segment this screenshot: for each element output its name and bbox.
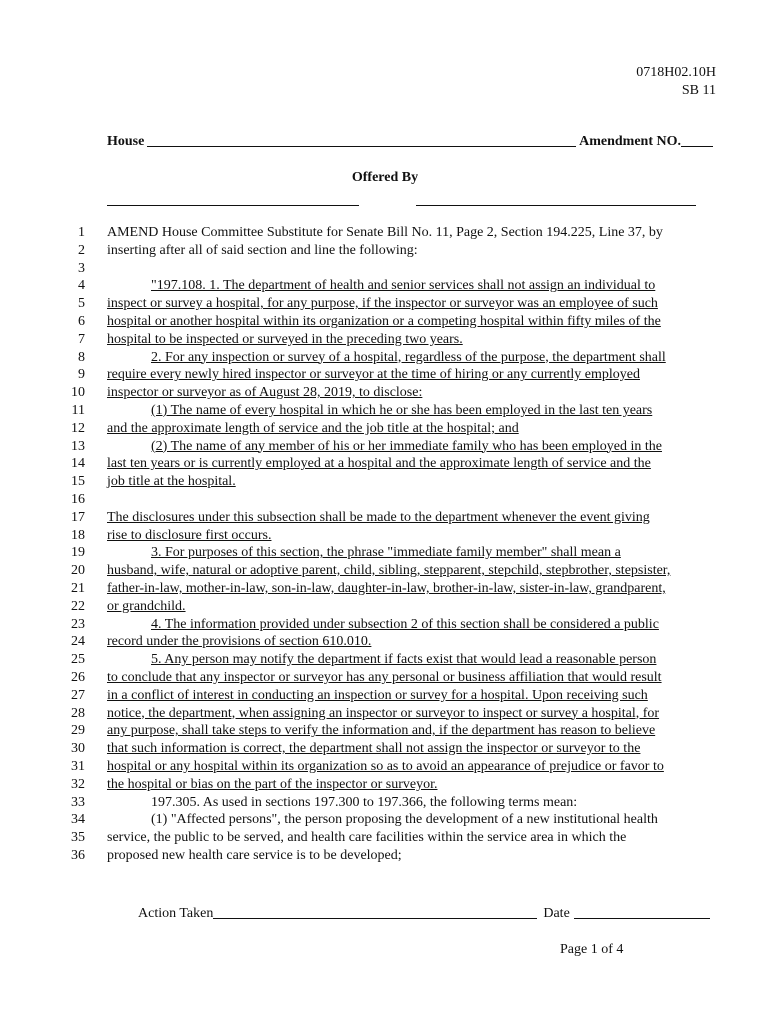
line-text — [107, 544, 761, 562]
text-line — [55, 402, 725, 420]
line-number: 22 — [71, 598, 85, 614]
line-number: 10 — [71, 385, 85, 401]
line-text — [107, 224, 717, 242]
line-number: 34 — [71, 812, 85, 828]
text-line — [55, 491, 725, 509]
line-number: 17 — [71, 509, 85, 525]
line-number: 35 — [71, 830, 85, 846]
line-text-content: (1) "Affected persons", the person proposing the development of a new institutional health — [151, 812, 658, 828]
action-taken-blank — [213, 917, 537, 919]
line-text — [107, 349, 761, 367]
line-text-content: to conclude that any inspector or surveyor has any personal or business affiliation that would result — [107, 669, 662, 685]
line-number: 29 — [71, 723, 85, 739]
line-text — [107, 277, 761, 295]
line-text — [107, 509, 717, 527]
line-text-content: job title at the hospital. — [107, 474, 236, 490]
line-text — [107, 295, 717, 313]
text-line — [55, 740, 725, 758]
line-text — [107, 651, 761, 669]
bill-number: SB 11 — [681, 83, 716, 98]
text-line — [55, 509, 725, 527]
text-line — [55, 455, 725, 473]
line-number: 13 — [71, 438, 85, 454]
line-number: 24 — [71, 634, 85, 650]
line-text-content: in a conflict of interest in conducting an inspection or survey for a hospital. Upon receiving such — [107, 687, 648, 703]
line-text — [107, 829, 717, 847]
document-header — [636, 64, 716, 100]
line-number: 11 — [71, 402, 85, 418]
amendment-number-blank — [681, 145, 713, 147]
line-text-content: 5. Any person may notify the department if facts exist that would lead a reasonable person — [151, 652, 657, 668]
house-amendment-line — [107, 134, 713, 150]
line-text-content: last ten years or is currently employed at a hospital and the approximate length of service and the — [107, 456, 651, 472]
line-text-content: 3. For purposes of this section, the phrase "immediate family member" shall mean a — [151, 545, 621, 561]
line-text — [107, 633, 717, 651]
line-text-content: 4. The information provided under subsection 2 of this section shall be considered a public — [151, 616, 659, 632]
offered-by-name-blank — [107, 205, 359, 206]
line-text-content: rise to disclosure first occurs. — [107, 527, 272, 543]
line-text — [107, 598, 717, 616]
line-text — [107, 242, 717, 260]
line-text-content: hospital or any hospital within its organization so as to avoid an appearance of prejudice or favor to — [107, 758, 664, 774]
house-label: House — [107, 134, 145, 149]
text-line — [55, 349, 725, 367]
text-line — [55, 562, 725, 580]
text-line — [55, 598, 725, 616]
line-number: 23 — [71, 616, 85, 632]
line-text-content: 197.305. As used in sections 197.300 to 197.366, the following terms mean: — [151, 794, 578, 810]
line-number: 19 — [71, 545, 85, 561]
line-text-content: (2) The name of any member of his or her immediate family who has been employed in the — [151, 438, 662, 454]
line-number: 18 — [71, 527, 85, 543]
line-text — [107, 331, 717, 349]
line-text — [107, 420, 717, 438]
line-text — [107, 580, 717, 598]
line-number: 36 — [71, 847, 85, 863]
text-line — [55, 295, 725, 313]
text-line — [55, 331, 725, 349]
text-line — [55, 313, 725, 331]
line-text-content: hospital or another hospital within its organization or a competing hospital within fifty miles of the — [107, 313, 661, 329]
text-line — [55, 651, 725, 669]
line-number: 33 — [71, 794, 85, 810]
text-line — [55, 224, 725, 242]
text-line — [55, 669, 725, 687]
text-line — [55, 722, 725, 740]
text-line — [55, 829, 725, 847]
line-number: 4 — [78, 278, 85, 294]
line-text-content: require every newly hired inspector or surveyor at the time of hiring or any currently employed — [107, 367, 640, 383]
line-text-content: service, the public to be served, and health care facilities within the service area in which the — [107, 830, 627, 846]
line-text-content: or grandchild. — [107, 598, 186, 614]
line-number: 32 — [71, 776, 85, 792]
action-taken-line — [138, 906, 716, 922]
line-text-content: notice, the department, when assigning an inspector or surveyor to inspect or survey a hospital, for — [107, 705, 660, 721]
line-text-content: AMEND House Committee Substitute for Senate Bill No. 11, Page 2, Section 194.225, Line 37, by — [107, 225, 663, 240]
line-number: 31 — [71, 758, 85, 774]
line-number: 28 — [71, 705, 85, 721]
line-number: 27 — [71, 687, 85, 703]
line-text-content: husband, wife, natural or adoptive parent, child, sibling, stepparent, stepchild, stepbrother, stepsister, — [107, 563, 671, 579]
line-text — [107, 811, 761, 829]
line-text — [107, 527, 717, 545]
line-number: 7 — [78, 331, 85, 347]
page-number: Page 1 of 4 — [560, 942, 624, 957]
line-text — [107, 260, 717, 278]
line-number: 15 — [71, 474, 85, 490]
text-line — [55, 544, 725, 562]
line-number: 21 — [71, 580, 85, 596]
line-text — [107, 491, 717, 509]
text-line — [55, 811, 725, 829]
line-text — [107, 705, 717, 723]
line-number: 6 — [78, 313, 85, 329]
line-text — [107, 776, 717, 794]
line-text-content: inspector or surveyor as of August 28, 2019, to disclose: — [107, 385, 423, 401]
text-line — [55, 420, 725, 438]
document-code: 0718H02.10H — [636, 65, 716, 80]
line-text-content: the hospital or bias on the part of the inspector or surveyor. — [107, 776, 438, 792]
text-line — [55, 847, 725, 865]
line-text-content: The disclosures under this subsection shall be made to the department whenever the event giving — [107, 509, 650, 525]
text-line — [55, 277, 725, 295]
line-text-content: father-in-law, mother-in-law, son-in-law, daughter-in-law, brother-in-law, sister-in-law, grandparent, — [107, 580, 666, 596]
line-text-content: record under the provisions of section 610.010. — [107, 634, 372, 650]
line-number: 5 — [78, 296, 85, 312]
text-line — [55, 776, 725, 794]
line-number: 20 — [71, 563, 85, 579]
line-text-content: hospital to be inspected or surveyed in the preceding two years. — [107, 331, 463, 347]
line-text — [107, 740, 717, 758]
text-line — [55, 616, 725, 634]
line-text — [107, 438, 761, 456]
line-number: 9 — [78, 367, 85, 383]
line-number: 12 — [71, 420, 85, 436]
date-blank — [574, 917, 710, 919]
line-text — [107, 384, 717, 402]
line-text-content: inserting after all of said section and line the following: — [107, 242, 418, 258]
line-number: 30 — [71, 741, 85, 757]
offered-by-district-blank — [416, 205, 696, 206]
line-text — [107, 402, 761, 420]
line-text — [107, 455, 717, 473]
line-text — [107, 366, 717, 384]
line-number: 1 — [78, 225, 85, 240]
line-text — [107, 669, 717, 687]
text-line — [55, 758, 725, 776]
action-taken-label: Action Taken — [138, 906, 214, 921]
line-text — [107, 847, 717, 865]
line-text-content: any purpose, shall take steps to verify the information and, if the department has reason to believe — [107, 723, 656, 739]
line-text-content: 2. For any inspection or survey of a hospital, regardless of the purpose, the department shall — [151, 349, 666, 365]
line-text-content: proposed new health care service is to be developed; — [107, 847, 402, 863]
line-text-content: and the approximate length of service and the job title at the hospital; and — [107, 420, 519, 436]
amendment-label: Amendment NO. — [579, 134, 681, 149]
text-line — [55, 687, 725, 705]
text-line — [55, 384, 725, 402]
amendment-text — [55, 224, 725, 865]
line-number: 16 — [71, 491, 85, 507]
text-line — [55, 242, 725, 260]
line-number: 2 — [78, 242, 85, 258]
text-line — [55, 473, 725, 491]
line-text — [107, 794, 761, 812]
line-text — [107, 313, 717, 331]
text-line — [55, 260, 725, 278]
line-number: 25 — [71, 652, 85, 668]
line-text — [107, 722, 717, 740]
line-text — [107, 616, 761, 634]
house-blank — [147, 145, 576, 147]
line-text — [107, 687, 717, 705]
line-number: 8 — [78, 349, 85, 365]
line-number: 3 — [78, 260, 85, 276]
line-text-content: "197.108. 1. The department of health and senior services shall not assign an individual to — [151, 278, 656, 294]
line-text — [107, 473, 717, 491]
text-line — [55, 705, 725, 723]
date-label: Date — [543, 906, 570, 921]
text-line — [55, 580, 725, 598]
line-text-content: inspect or survey a hospital, for any purpose, if the inspector or surveyor was an employee of such — [107, 296, 658, 312]
line-text — [107, 758, 717, 776]
line-text-content: that such information is correct, the department shall not assign the inspector or surveyor to the — [107, 741, 641, 757]
text-line — [55, 438, 725, 456]
text-line — [55, 794, 725, 812]
offered-by-label: Offered By — [351, 170, 419, 185]
text-line — [55, 527, 725, 545]
text-line — [55, 633, 725, 651]
line-text — [107, 562, 717, 580]
line-text-content: (1) The name of every hospital in which he or she has been employed in the last ten years — [151, 402, 653, 418]
text-line — [55, 366, 725, 384]
line-number: 26 — [71, 669, 85, 685]
line-number: 14 — [71, 456, 85, 472]
